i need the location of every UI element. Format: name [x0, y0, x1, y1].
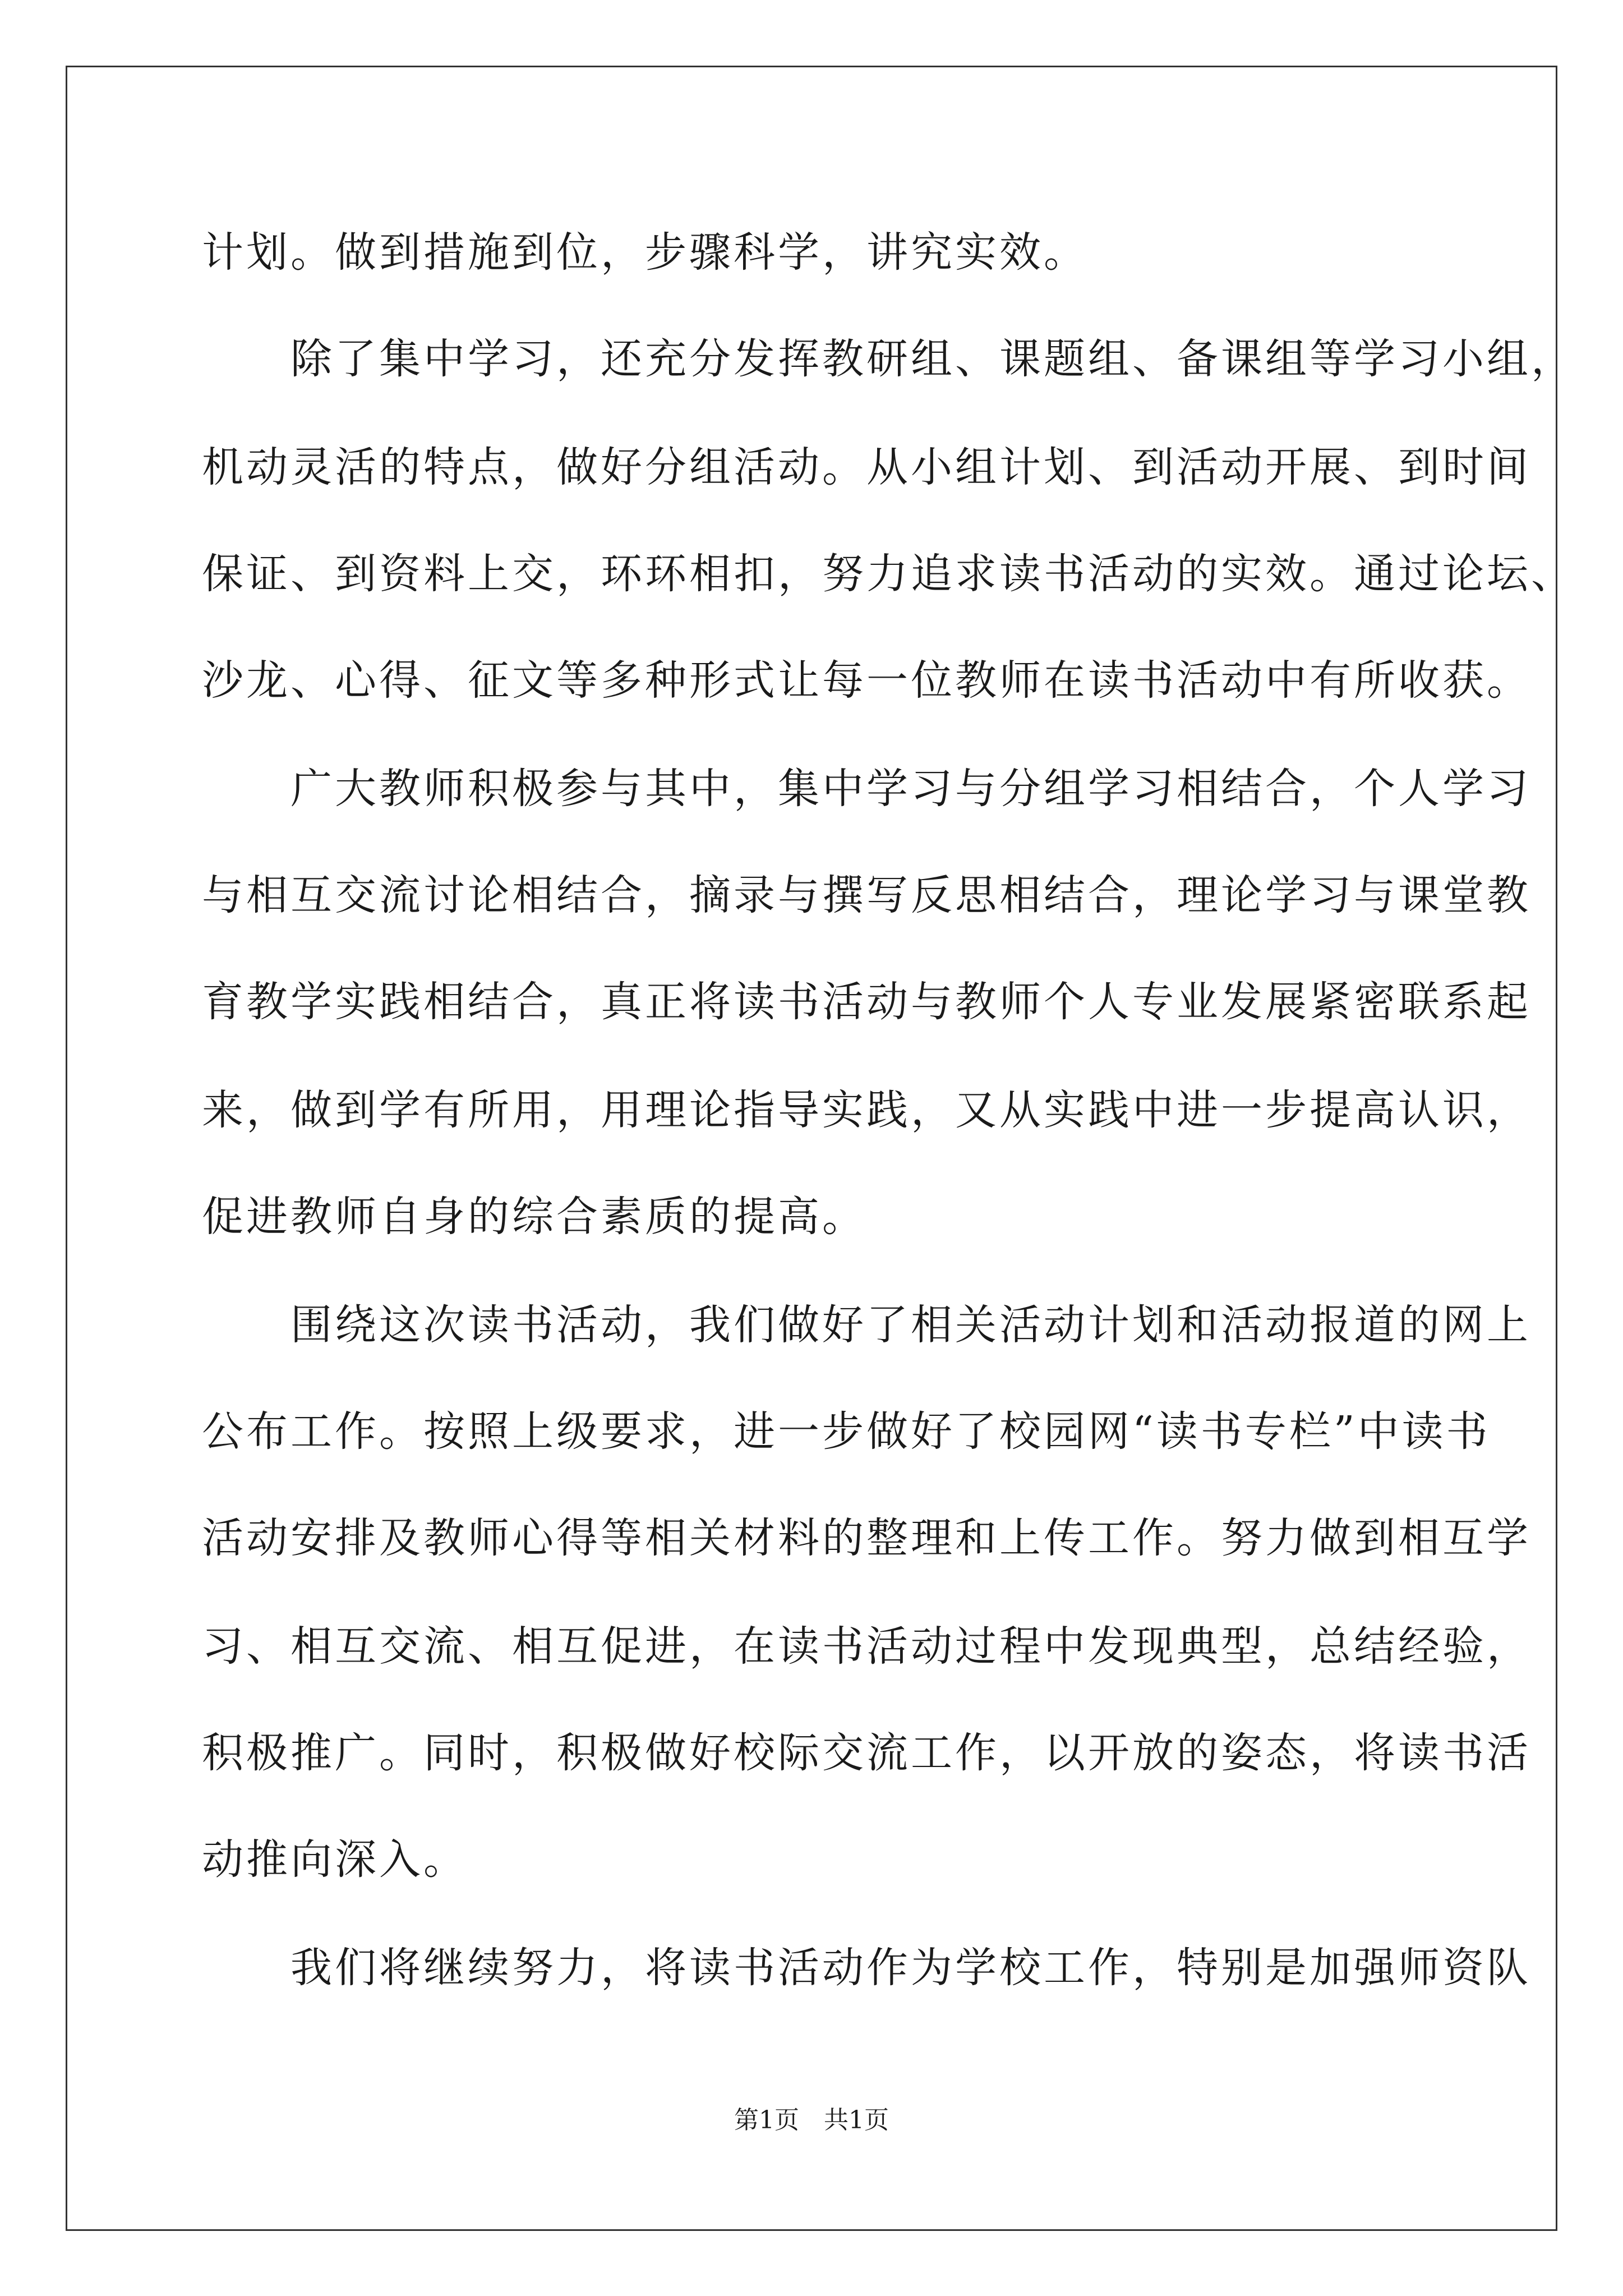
page-number-footer: 第1页 共1页 [734, 2106, 889, 2134]
text-line: 积极推广。同时，积极做好校际交流工作，以开放的姿态，将读书活 [202, 1729, 1531, 1777]
text-line: 保证、到资料上交，环环相扣，努力追求读书活动的实效。通过论坛、 [202, 550, 1575, 598]
text-line: 动推向深入。 [202, 1835, 468, 1884]
text-line: 我们将继续努力，将读书活动作为学校工作，特别是加强师资队 [202, 1944, 1531, 1992]
text-line: 计划。做到措施到位，步骤科学，讲究实效。 [202, 228, 1088, 277]
text-line: 习、相互交流、相互促进，在读书活动过程中发现典型，总结经验， [202, 1622, 1531, 1671]
text-line: 来，做到学有所用，用理论指导实践，又从实践中进一步提高认识， [202, 1086, 1531, 1134]
text-line: 除了集中学习，还充分发挥教研组、课题组、备课组等学习小组， [202, 335, 1575, 383]
text-line: 促进教师自身的综合素质的提高。 [202, 1193, 866, 1241]
text-line: 围绕这次读书活动，我们做好了相关活动计划和活动报道的网上 [202, 1301, 1531, 1349]
text-line: 育教学实践相结合，真正将读书活动与教师个人专业发展紧密联系起 [202, 978, 1531, 1026]
text-line: 沙龙、心得、征文等多种形式让每一位教师在读书活动中有所收获。 [202, 656, 1531, 705]
text-line: 与相互交流讨论相结合，摘录与撰写反思相结合，理论学习与课堂教 [202, 871, 1531, 919]
text-line: 机动灵活的特点，做好分组活动。从小组计划、到活动开展、到时间 [202, 443, 1531, 491]
text-line: 活动安排及教师心得等相关材料的整理和上传工作。努力做到相互学 [202, 1514, 1531, 1562]
text-line: 广大教师积极参与其中，集中学习与分组学习相结合，个人学习 [202, 765, 1531, 813]
text-line: 公布工作。按照上级要求，进一步做好了校园网“读书专栏”中读书 [202, 1407, 1491, 1456]
page-border [66, 66, 1557, 2231]
